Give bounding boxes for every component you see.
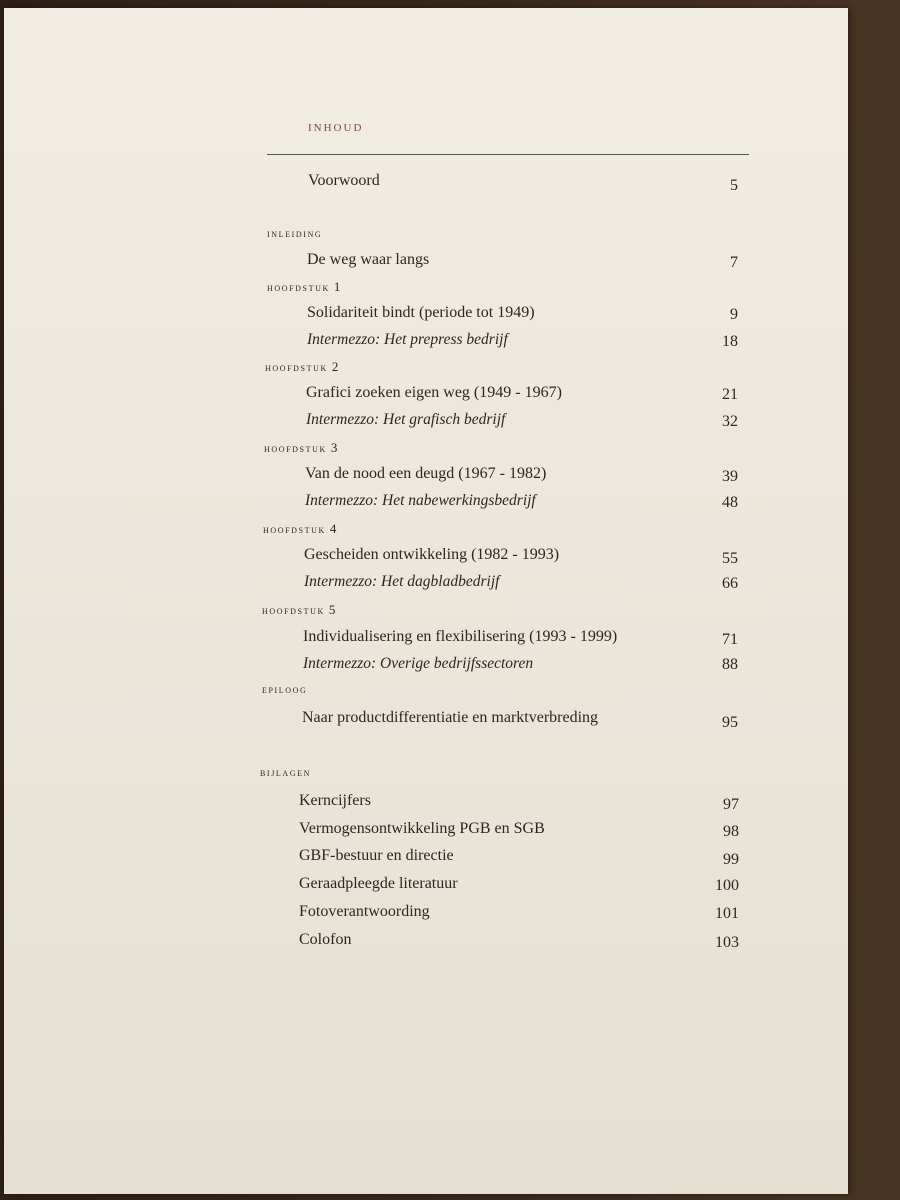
chapter-label-text: hoofdstuk [264,443,327,455]
toc-entry-intermezzo-4: Intermezzo: Het dagbladbedrijf [304,573,500,590]
chapter-label-text: hoofdstuk [265,362,328,374]
chapter-number: 4 [329,521,337,536]
toc-page-bijlage: 99 [723,851,739,868]
chapter-label-text: hoofdstuk [267,282,330,294]
toc-page-bijlage: 100 [715,877,739,894]
toc-entry-chapter-2: Grafici zoeken eigen weg (1949 - 1967) [306,384,562,401]
toc-page-intermezzo-1: 18 [722,333,738,350]
chapter-label-text: hoofdstuk [262,605,325,617]
toc-page-intermezzo-4: 66 [722,575,738,592]
toc-entry-intermezzo-1: Intermezzo: Het prepress bedrijf [307,331,508,348]
toc-entry-inleiding: De weg waar langs [307,251,430,268]
toc-page-chapter-3: 39 [722,468,738,485]
toc-entry-epiloog: Naar productdifferentiatie en marktverbreding [302,709,599,726]
chapter-number: 3 [330,440,338,455]
toc-entry-chapter-1: Solidariteit bindt (periode tot 1949) [307,304,535,321]
chapter-number: 1 [333,279,341,294]
toc-entry-voorwoord: Voorwoord [308,172,380,189]
section-label-epiloog: epiloog [262,684,308,696]
toc-page-bijlage: 103 [715,934,739,951]
toc-page-inleiding: 7 [730,254,738,271]
toc-entry-bijlage: Fotoverantwoording [299,903,430,920]
toc-header: INHOUD [308,122,364,134]
chapter-number: 2 [331,359,339,374]
toc-page-voorwoord: 5 [730,177,738,194]
toc-page-chapter-1: 9 [730,306,738,323]
toc-entry-bijlage: Kerncijfers [299,792,371,809]
chapter-label-3 [264,440,337,456]
toc-page-chapter-5: 71 [722,631,738,648]
toc-page-chapter-4: 55 [722,550,738,567]
toc-entry-bijlage: Colofon [299,931,352,948]
toc-page-chapter-2: 21 [722,386,738,403]
toc-page-intermezzo-5: 88 [722,656,738,673]
toc-page-epiloog: 95 [722,714,738,731]
toc-entry-bijlage: Vermogensontwikkeling PGB en SGB [299,820,545,837]
toc-entry-chapter-5: Individualisering en flexibilisering (1993 - 1999) [303,628,618,645]
toc-page-bijlage: 97 [723,796,739,813]
toc-entry-chapter-4: Gescheiden ontwikkeling (1982 - 1993) [304,546,560,563]
toc-page-intermezzo-3: 48 [722,494,738,511]
toc-entry-intermezzo-2: Intermezzo: Het grafisch bedrijf [306,411,506,428]
toc-entry-intermezzo-5: Intermezzo: Overige bedrijfssectoren [303,655,534,672]
chapter-label-5 [262,602,335,618]
chapter-number: 5 [328,602,336,617]
toc-page-bijlage: 98 [723,823,739,840]
chapter-label-1 [267,279,340,295]
toc-entry-chapter-3: Van de nood een deugd (1967 - 1982) [305,465,547,482]
toc-entry-bijlage: GBF-bestuur en directie [299,847,454,864]
toc-page-bijlage: 101 [715,905,739,922]
chapter-label-2 [265,359,338,375]
toc-entry-intermezzo-3: Intermezzo: Het nabewerkingsbedrijf [305,492,536,509]
section-label-bijlagen: bijlagen [260,767,312,779]
toc-page-intermezzo-2: 32 [722,413,738,430]
chapter-label-text: hoofdstuk [263,524,326,536]
header-rule [267,154,749,155]
section-label-inleiding: inleiding [267,228,323,240]
toc-entry-bijlage: Geraadpleegde literatuur [299,875,458,892]
chapter-label-4 [263,521,336,537]
